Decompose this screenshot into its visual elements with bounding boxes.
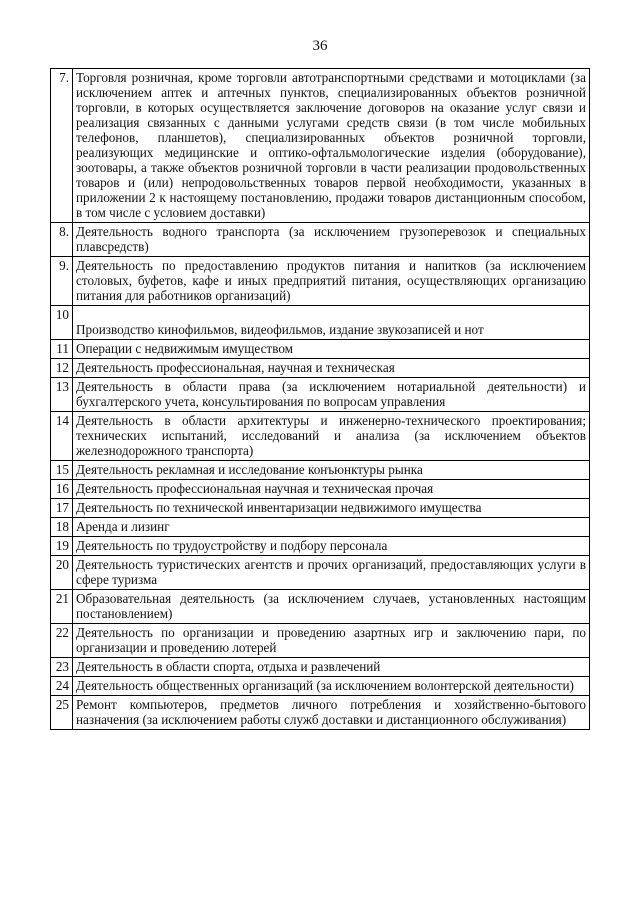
activity-description: Деятельность водного транспорта (за исключением грузоперевозок и специальных плавсредств) <box>73 223 590 257</box>
activity-description: Деятельность по технической инвентаризации недвижимого имущества <box>73 499 590 518</box>
activity-description: Производство кинофильмов, видеофильмов, издание звукозаписей и нот <box>73 306 590 340</box>
row-number: 11 <box>51 340 73 359</box>
row-number: 22 <box>51 624 73 658</box>
row-number: 8. <box>51 223 73 257</box>
row-number: 16 <box>51 480 73 499</box>
activity-description: Деятельность общественных организаций (за исключением волонтерской деятельности) <box>73 677 590 696</box>
table-row <box>51 412 590 461</box>
row-number: 20 <box>51 556 73 590</box>
activity-description: Деятельность в области спорта, отдыха и развлечений <box>73 658 590 677</box>
activity-description: Деятельность по трудоустройству и подбору персонала <box>73 537 590 556</box>
activity-description: Аренда и лизинг <box>73 518 590 537</box>
page-number: 36 <box>312 38 328 54</box>
table-row <box>51 223 590 257</box>
table-row <box>51 306 590 340</box>
row-number: 23 <box>51 658 73 677</box>
activity-description: Деятельность профессиональная, научная и техническая <box>73 359 590 378</box>
row-number: 21 <box>51 590 73 624</box>
activity-description: Деятельность в области права (за исключением нотариальной деятельности) и бухгалтерского учета, консультирования по вопросам управления <box>73 378 590 412</box>
row-number: 25 <box>51 696 73 730</box>
activity-table <box>50 68 590 730</box>
activity-description: Операции с недвижимым имуществом <box>73 340 590 359</box>
table-row <box>51 556 590 590</box>
table-row <box>51 518 590 537</box>
table-row <box>51 537 590 556</box>
table-row <box>51 696 590 730</box>
activity-description: Деятельность по организации и проведению азартных игр и заключению пари, по организации и проведению лотерей <box>73 624 590 658</box>
activity-description: Образовательная деятельность (за исключением случаев, установленных настоящим постановлением) <box>73 590 590 624</box>
table-row <box>51 359 590 378</box>
row-number: 7. <box>51 69 73 223</box>
row-number: 17 <box>51 499 73 518</box>
activity-description: Деятельность в области архитектуры и инженерно-технического проектирования; технических испытаний, исследований и анализа (за исключением объектов железнодорожного транспорта) <box>73 412 590 461</box>
row-number: 19 <box>51 537 73 556</box>
activity-description: Деятельность по предоставлению продуктов питания и напитков (за исключением столовых, буфетов, кафе и иных предприятий питания, осуществляющих организацию питания для работников организаций) <box>73 257 590 306</box>
table-row <box>51 624 590 658</box>
activity-description: Торговля розничная, кроме торговли автотранспортными средствами и мотоциклами (за исключением аптек и аптечных пунктов, специализированных объектов розничной торговли, в которых осуществляется заключение договоров на оказание услуг связи и реализация связанных с данными услугами средств связи (в том числе мобильных телефонов, планшетов), специализированных объектов розничной торговли, реализующих медицинские и оптико-офтальмологические изделия (оборудование), зоотовары, а также объектов розничной торговли в части реализации продовольственных товаров и (или) непродовольственных товаров первой необходимости, указанных в приложении 2 к настоящему постановлению, продажи товаров дистанционным способом, в том числе с условием доставки) <box>73 69 590 223</box>
table-row <box>51 677 590 696</box>
row-number: 12 <box>51 359 73 378</box>
activity-description: Деятельность профессиональная научная и техническая прочая <box>73 480 590 499</box>
table-row <box>51 499 590 518</box>
row-number: 18 <box>51 518 73 537</box>
activity-description: Ремонт компьютеров, предметов личного потребления и хозяйственно-бытового назначения (за исключением работы служб доставки и дистанционного обслуживания) <box>73 696 590 730</box>
row-number: 10 <box>51 306 73 340</box>
table-row <box>51 340 590 359</box>
table-row <box>51 257 590 306</box>
activity-description: Деятельность рекламная и исследование конъюнктуры рынка <box>73 461 590 480</box>
row-number: 13 <box>51 378 73 412</box>
row-number: 24 <box>51 677 73 696</box>
row-number: 9. <box>51 257 73 306</box>
table-row <box>51 590 590 624</box>
row-number: 14 <box>51 412 73 461</box>
row-number: 15 <box>51 461 73 480</box>
table-row <box>51 658 590 677</box>
activity-description: Деятельность туристических агентств и прочих организаций, предоставляющих услуги в сфере туризма <box>73 556 590 590</box>
table-row <box>51 461 590 480</box>
table-row <box>51 378 590 412</box>
table-row <box>51 69 590 223</box>
table-row <box>51 480 590 499</box>
